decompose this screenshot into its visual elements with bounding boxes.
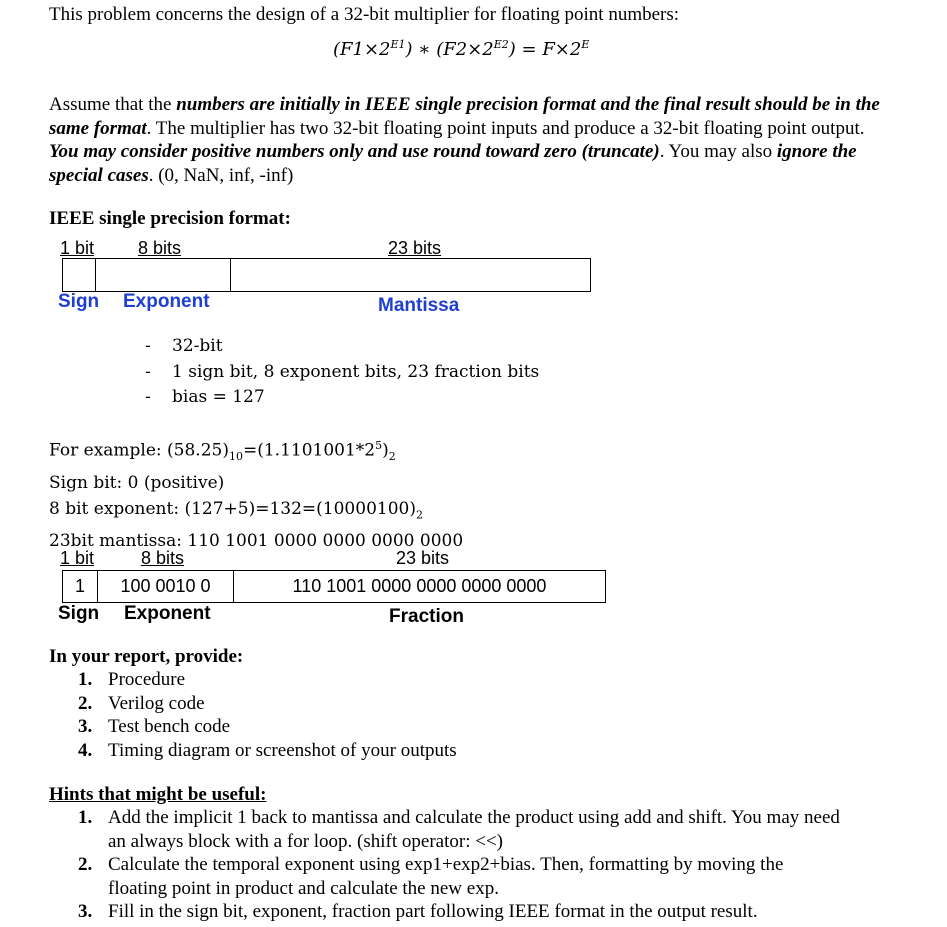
example-sign-box: 1: [62, 570, 98, 603]
example-line-4: 23bit mantissa: 110 1001 0000 0000 0000 0000: [49, 531, 464, 552]
report-heading: In your report, provide:: [49, 646, 244, 667]
example-line-2: Sign bit: 0 (positive): [49, 473, 225, 494]
example-label-8bits: 8 bits: [141, 548, 185, 568]
sign-bit-box: [62, 258, 96, 292]
example-label-1bit: 1 bit: [60, 548, 95, 568]
format-bullet-list: [145, 334, 539, 411]
bullet-item: - 32-bit: [145, 336, 223, 356]
list-item: 1. Add the implicit 1 back to mantissa and calculate the product using add and shift. You may need: [78, 807, 840, 828]
list-item: 2. Calculate the temporal exponent using exp1+exp2+bias. Then, formatting by moving the: [78, 854, 784, 875]
example-line-3: 8 bit exponent: $(127+5)=132=(10000100)_2$: [49, 499, 423, 522]
intro-text: This problem concerns the design of a 32-bit multiplier for floating point numbers:: [49, 4, 680, 25]
mantissa-box: [230, 258, 591, 292]
example-block: [49, 433, 463, 554]
example-fraction-label: Fraction: [389, 606, 464, 627]
format-heading: IEEE single precision format:: [49, 208, 291, 229]
example-exponent-box: 100 0010 0: [97, 570, 234, 603]
example-label-23bits: 23 bits: [396, 548, 450, 568]
list-item: 3. Fill in the sign bit, exponent, fraction part following IEEE format in the output result.: [78, 901, 758, 922]
label-23bits: 23 bits: [388, 238, 442, 258]
bullet-item: - 1 sign bit, 8 exponent bits, 23 fraction bits: [145, 361, 540, 382]
label-1bit: 1 bit: [60, 238, 95, 258]
label-8bits: 8 bits: [138, 238, 182, 258]
exponent-label: Exponent: [123, 291, 210, 312]
list-item: 1. Procedure: [78, 669, 186, 690]
list-item-continued: floating point in product and calculate the new exp.: [108, 877, 499, 899]
sign-label: Sign: [58, 291, 100, 312]
example-sign-label: Sign: [58, 603, 100, 624]
exponent-box: [95, 258, 231, 292]
hints-heading: Hints that might be useful:: [49, 784, 267, 805]
list-item: 4. Timing diagram or screenshot of your outputs: [78, 739, 457, 761]
list-item: 3. Test bench code: [78, 716, 231, 737]
report-list: [78, 668, 457, 762]
list-item: 2. Verilog code: [78, 692, 205, 714]
hints-list: [78, 806, 840, 924]
mantissa-label: Mantissa: [378, 295, 460, 316]
assumptions-paragraph: Assume that the numbers are initially in IEEE single precision format and the final result should be in the same format. The multiplier has two 32-bit floating point inputs and produce a 32-bit floating point output. You may consider positive numbers only and use round toward zero (truncate). You may also ignore the special cases. (0, NaN, inf, -inf): [49, 94, 880, 186]
example-exponent-label: Exponent: [124, 603, 211, 624]
bullet-item: - bias = 127: [145, 387, 265, 407]
example-line-1: For example: $(58.25)_{10}=(1.1101001*2^5)_2$: [49, 439, 396, 464]
equation: $(F1\times 2^{E1})$ ∗ $(F2\times 2^{E2}) = F\times 2^E$: [333, 38, 590, 60]
list-item-continued: an always block with a for loop. (shift operator: <<): [108, 830, 503, 852]
example-fraction-box: 110 1001 0000 0000 0000 0000: [233, 570, 606, 603]
